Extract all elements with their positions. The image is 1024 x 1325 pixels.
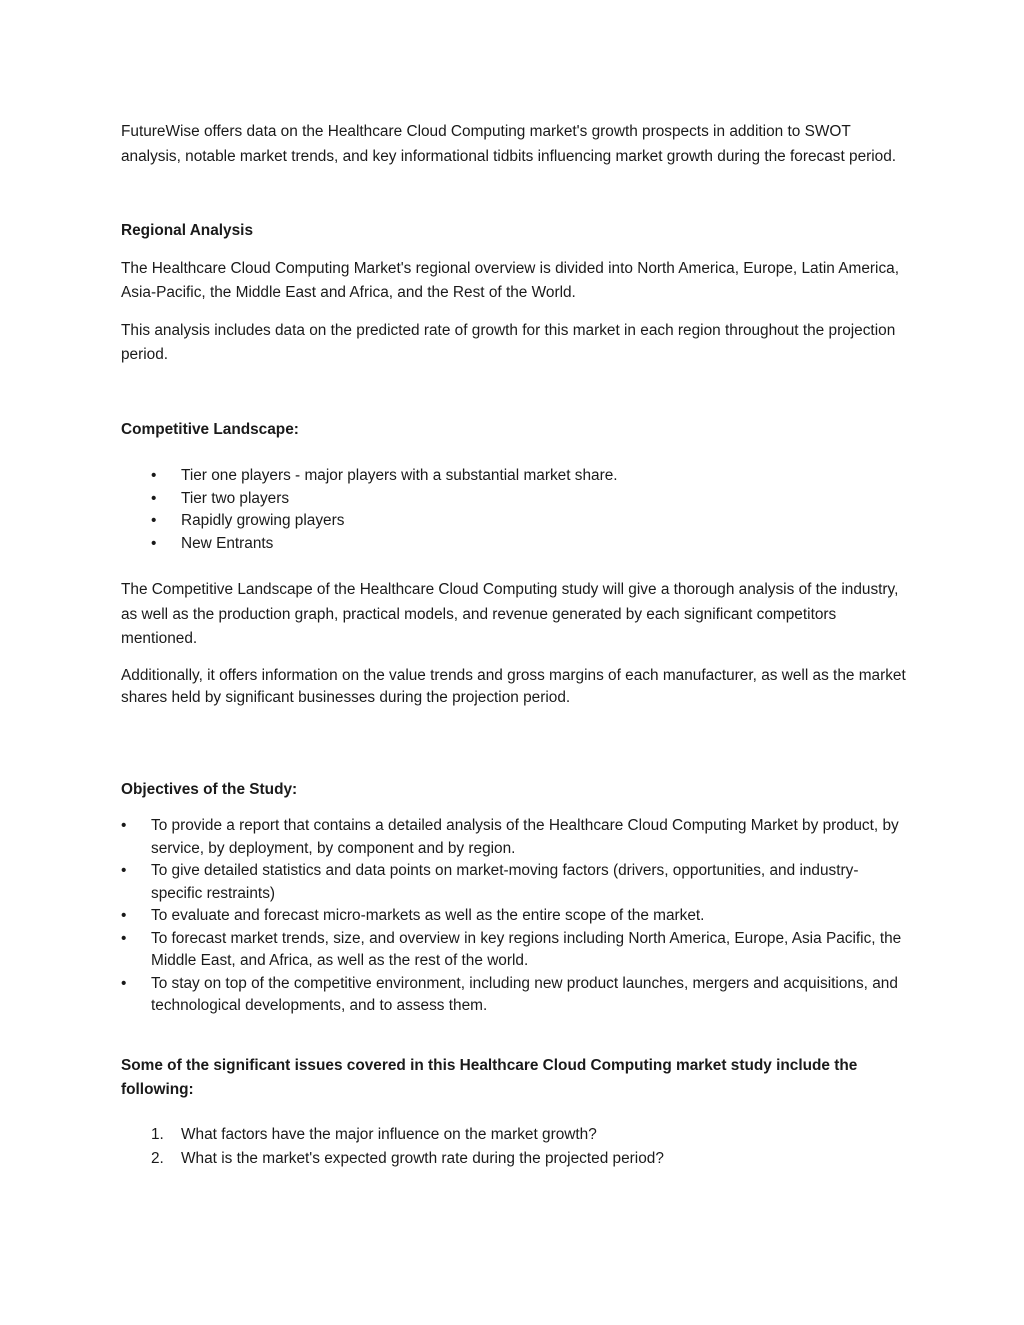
- list-item: [121, 860, 906, 905]
- competitive-paragraph-2: Additionally, it offers information on the value trends and gross margins of each manufacturer, as well as the market shares held by significant businesses during the projection period.: [121, 666, 906, 706]
- intro-paragraph: FutureWise offers data on the Healthcare Cloud Computing market's growth prospects in addition to SWOT analysis, notable market trends, and key informational tidbits influencing market growth during the forecast period.: [121, 123, 897, 165]
- list-item: [121, 533, 906, 556]
- list-item: [121, 1123, 906, 1148]
- list-item-text: Tier one players - major players with a substantial market share.: [181, 467, 618, 484]
- list-item-text: What factors have the major influence on the market growth?: [181, 1125, 597, 1143]
- significant-issues-list: [121, 1123, 906, 1172]
- list-item-text: Rapidly growing players: [181, 512, 345, 529]
- list-item: [121, 815, 906, 860]
- regional-paragraph-1: The Healthcare Cloud Computing Market's regional overview is divided into North America, Europe, Latin America, Asia-Pacific, the Middle East and Africa, and the Rest of the World.: [121, 259, 899, 301]
- regional-analysis-heading: Regional Analysis: [121, 222, 253, 239]
- list-item-text: To forecast market trends, size, and overview in key regions including North America, Europe, Asia Pacific, the Middle East, and Africa, as well as the rest of the world.: [151, 929, 902, 969]
- list-item-text: New Entrants: [181, 534, 274, 552]
- competitive-landscape-heading: Competitive Landscape:: [121, 420, 299, 438]
- objectives-list: [121, 815, 906, 1018]
- list-item-text: To give detailed statistics and data points on market-moving factors (drivers, opportunities, and industry-specific restraints): [151, 862, 859, 902]
- bullet-marker: •: [121, 907, 127, 924]
- list-item: [121, 510, 906, 533]
- list-item: [121, 928, 906, 973]
- competitive-player-list: [121, 465, 906, 555]
- bullet-marker: •: [151, 489, 157, 507]
- objectives-heading: Objectives of the Study:: [121, 780, 298, 798]
- list-item-text: What is the market's expected growth rate during the projected period?: [181, 1150, 664, 1167]
- bullet-marker: •: [121, 974, 127, 992]
- bullet-marker: •: [121, 862, 127, 879]
- significant-issues-heading: Some of the significant issues covered in this Healthcare Cloud Computing market study include the following:: [121, 1056, 858, 1098]
- list-item: [121, 905, 906, 928]
- bullet-marker: •: [121, 929, 127, 947]
- bullet-marker: •: [151, 512, 157, 529]
- list-item: [121, 973, 906, 1018]
- list-item-text: To evaluate and forecast micro-markets as well as the entire scope of the market.: [151, 907, 705, 924]
- bullet-marker: •: [151, 534, 157, 552]
- list-item: [121, 488, 906, 511]
- list-item-text: To stay on top of the competitive environment, including new product launches, mergers and acquisitions, and technological developments, and to assess them.: [151, 974, 898, 1014]
- list-item-text: Tier two players: [181, 489, 290, 507]
- list-number: 2.: [151, 1150, 164, 1167]
- regional-paragraph-2: This analysis includes data on the predicted rate of growth for this market in each region throughout the projection period.: [121, 321, 896, 363]
- list-item-text: To provide a report that contains a detailed analysis of the Healthcare Cloud Computing Market by product, by service, by deployment, by component and by region.: [151, 817, 899, 857]
- document-body: [121, 120, 906, 1172]
- list-item: [121, 465, 906, 488]
- list-number: 1.: [151, 1125, 164, 1143]
- bullet-marker: •: [151, 467, 157, 484]
- competitive-paragraph-1: The Competitive Landscape of the Healthcare Cloud Computing study will give a thorough analysis of the industry, as well as the production graph, practical models, and revenue generated by each significant competitors mentioned.: [121, 581, 899, 647]
- bullet-marker: •: [121, 817, 127, 834]
- list-item: [121, 1147, 906, 1172]
